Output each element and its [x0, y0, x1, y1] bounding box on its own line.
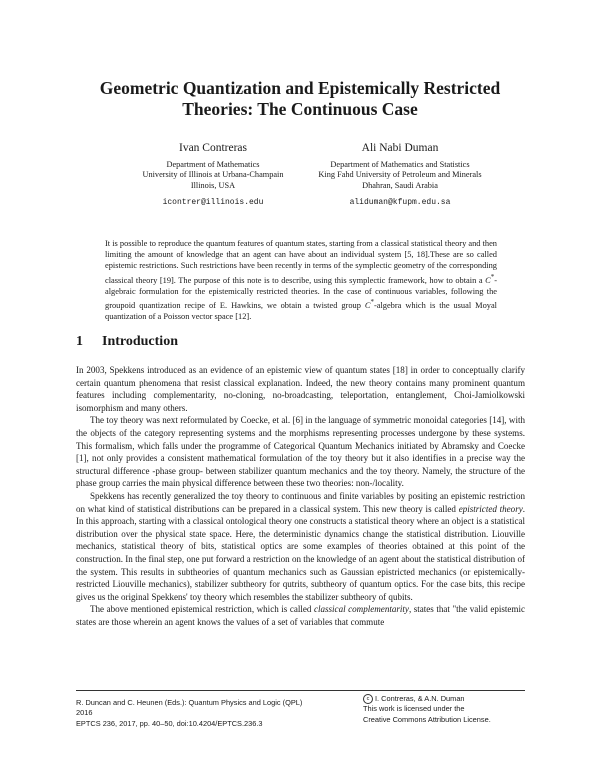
author-email: icontrer@illinois.edu	[162, 198, 264, 208]
section-heading	[76, 334, 178, 350]
license-line: Creative Commons Attribution License.	[363, 714, 491, 724]
author-affiliation-line: Dhahran, Saudi Arabia	[362, 180, 438, 190]
title-line-2: Theories: The Continuous Case	[182, 99, 418, 119]
title-line-1: Geometric Quantization and Epistemically Restricted	[99, 78, 501, 98]
paragraph-text: The above mentioned epistemical restriction, which is called	[90, 604, 314, 615]
author-affiliation-line: Department of Mathematics and Statistics	[330, 160, 470, 169]
license-line: This work is licensed under the	[363, 704, 465, 714]
emphasis: classical complementarity	[313, 604, 409, 615]
author-affiliation-line: University of Illinois at Urbana-Champain	[142, 170, 284, 180]
paragraph-text: . In this approach, starting with a classical ontological theory one constructs a statistical theory where an object is a statistical distribution over the physical state space. Here, the deterministic dynamics change the statistical distribution. Liouville mechanics, statistical theory of bits, statistical optics are some examples of theories obtained at this point of the construction. In the final step, one put forward a restriction on the knowledge of an agent about the statistical distribution of the system. This results in subtheories of quantum mechanics such as Gaussian epistricted mechanics (or epistemically-restricted Liouville mechanics), stabilizer subtheory for qutrits, subtheory of quantum optics. For the case bits, this recipe gives us the original Spekkens' toy theory which resembles the stabilizer subtheory of qubits.	[76, 503, 526, 602]
footer-citation-line: EPTCS 236, 2017, pp. 40–50, doi:10.4204/EPTCS.236.3	[76, 718, 263, 728]
copyright-holders: I. Contreras, & A.N. Duman	[375, 694, 465, 703]
footer-divider	[76, 690, 525, 691]
abstract-text: It is possible to reproduce the quantum features of quantum states, starting from a classical statistical theory and then limiting the amount of knowledge that an agent can have about an individual system [5, 18].These are so called epistemic restrictions. Such restrictions have been recently in terms of the symplectic geometry of the corresponding classical theory [19]. The purpose of this note is to describe, using this symplectic framework, how to obtain a	[105, 239, 497, 285]
author-block-2	[290, 142, 510, 209]
copyright-line	[363, 694, 528, 704]
author-affiliation-line: King Fahd University of Petroleum and Minerals	[318, 170, 482, 180]
section-number: 1	[76, 334, 83, 349]
paragraph	[76, 490, 525, 603]
emphasis: epistricted theory	[458, 503, 523, 514]
footer-citation	[76, 698, 316, 729]
abstract-text: -algebra which is the usual Moyal quantization of a Poisson vector space [12].	[105, 300, 497, 321]
copyright-icon: c	[363, 694, 373, 704]
paragraph: In 2003, Spekkens introduced as an evidence of an epistemic view of quantum states [18] in order to conceptually clarify certain quantum phenomena that resist classical explanation. Indeed, the new theory contains many prominent quantum features including complementarity, no-cloning, no-broadcasting, teleportation, entanglement, Choi-Jamiolkowski isomorphism and many others.	[76, 365, 525, 413]
abstract-text: -algebraic formulation for the epistemically restricted theories. In the case of continuous variables, following the groupoid quantization recipe of E. Hawkins, we obtain a twisted group	[105, 275, 497, 310]
author-name: Ivan Contreras	[178, 142, 248, 154]
star-superscript: *	[490, 272, 495, 281]
author-name: Ali Nabi Duman	[361, 142, 439, 154]
star-superscript: *	[370, 297, 374, 306]
author-affiliation-line: Illinois, USA	[190, 180, 236, 190]
paragraph-text: , states that "the valid epistemic states are those wherein an agent knows the values of a set of variables that commute	[76, 604, 525, 627]
body-text	[76, 364, 525, 628]
paragraph: The toy theory was next reformulated by Coecke, et al. [6] in the language of symmetric monoidal categories [14], with the objects of the category representing systems and the morphisms representing processes undergone by these systems. This formalism, which falls under the programme of Categorical Quantum Mechanics initiated by Abramsky and Coecke [1], not only provides a consistent mathematical formulation of the toy theory but it also identifies in a precise way the structural difference -phase group- between stabilizer quantum mechanics and the toy theory. Namely, the structure of the phase group carries the main physical difference between these two theories: non-/locality.	[76, 415, 525, 489]
author-block-1	[108, 142, 318, 209]
paper-title	[60, 78, 540, 120]
footer-license	[363, 694, 528, 725]
abstract	[105, 238, 497, 322]
paragraph-text: Spekkens has recently generalized the toy theory to continuous and finite variables by positing an epistemic restriction on what kind of statistical distributions can be prepared in a classical system. This new theory is called	[76, 490, 525, 514]
paragraph	[76, 603, 525, 628]
section-title: Introduction	[102, 334, 178, 349]
author-email: aliduman@kfupm.edu.sa	[349, 198, 451, 208]
c-star-symbol: C	[364, 300, 371, 310]
author-affiliation-line: Department of Mathematics	[166, 160, 260, 169]
c-star-symbol: C	[485, 275, 491, 285]
footer-citation-line: R. Duncan and C. Heunen (Eds.): Quantum Physics and Logic (QPL) 2016	[76, 698, 303, 718]
